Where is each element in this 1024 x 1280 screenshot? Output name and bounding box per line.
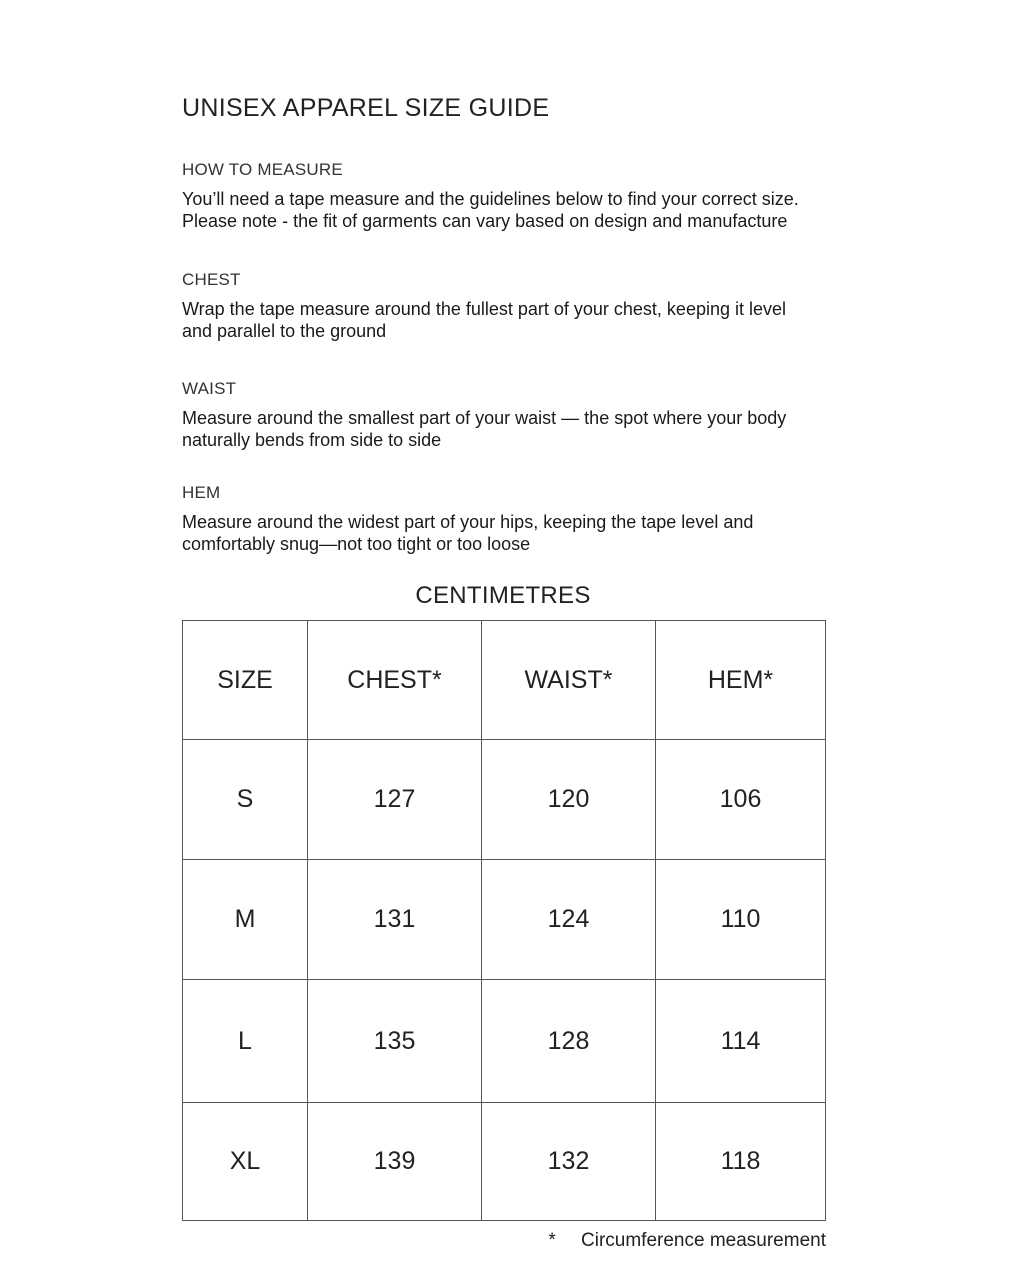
size-table [182,620,826,1221]
text-line: Measure around the smallest part of your waist — the spot where your body [182,408,787,428]
table-title: CENTIMETRES [415,582,591,609]
cell-hem: 110 [656,860,826,980]
text-line: and parallel to the ground [182,321,387,341]
section-heading: HOW TO MEASURE [182,160,343,179]
cell-size: S [183,740,308,860]
cell-hem: 118 [656,1103,826,1221]
cell-chest: 139 [308,1103,482,1221]
text-line: naturally bends from side to side [182,430,442,450]
table-row [183,980,826,1103]
section-text [182,407,862,451]
footnote-mark: * [548,1230,556,1251]
cell-size: XL [183,1103,308,1221]
table-row [183,1103,826,1221]
section-chest [182,270,862,342]
text-line: Please note - the fit of garments can vary based on design and manufacture [182,211,788,231]
section-heading: HEM [182,483,221,502]
cell-waist: 120 [482,740,656,860]
header-waist: WAIST* [482,621,656,740]
text-line: Measure around the widest part of your hips, keeping the tape level and [182,512,754,532]
cell-chest: 127 [308,740,482,860]
table-row [183,860,826,980]
section-waist [182,379,862,451]
text-line: comfortably snug—not too tight or too loose [182,534,531,554]
cell-chest: 135 [308,980,482,1103]
cell-hem: 114 [656,980,826,1103]
page-title: UNISEX APPAREL SIZE GUIDE [182,94,550,122]
text-line: Wrap the tape measure around the fullest part of your chest, keeping it level [182,299,787,319]
cell-chest: 131 [308,860,482,980]
table-row [183,740,826,860]
cell-waist: 132 [482,1103,656,1221]
section-text [182,298,862,342]
cell-size: M [183,860,308,980]
cell-size: L [183,980,308,1103]
text-line: You’ll need a tape measure and the guidelines below to find your correct size. [182,189,799,209]
section-text [182,511,862,555]
header-chest: CHEST* [308,621,482,740]
section-how-to-measure [182,160,862,232]
section-heading: WAIST [182,379,237,398]
cell-waist: 128 [482,980,656,1103]
section-text [182,188,862,232]
section-hem [182,483,862,555]
cell-hem: 106 [656,740,826,860]
header-hem: HEM* [656,621,826,740]
footnote-text: Circumference measurement [581,1230,826,1251]
footnote [548,1230,826,1252]
section-heading: CHEST [182,270,241,289]
header-size: SIZE [183,621,308,740]
table-header-row [183,621,826,740]
cell-waist: 124 [482,860,656,980]
